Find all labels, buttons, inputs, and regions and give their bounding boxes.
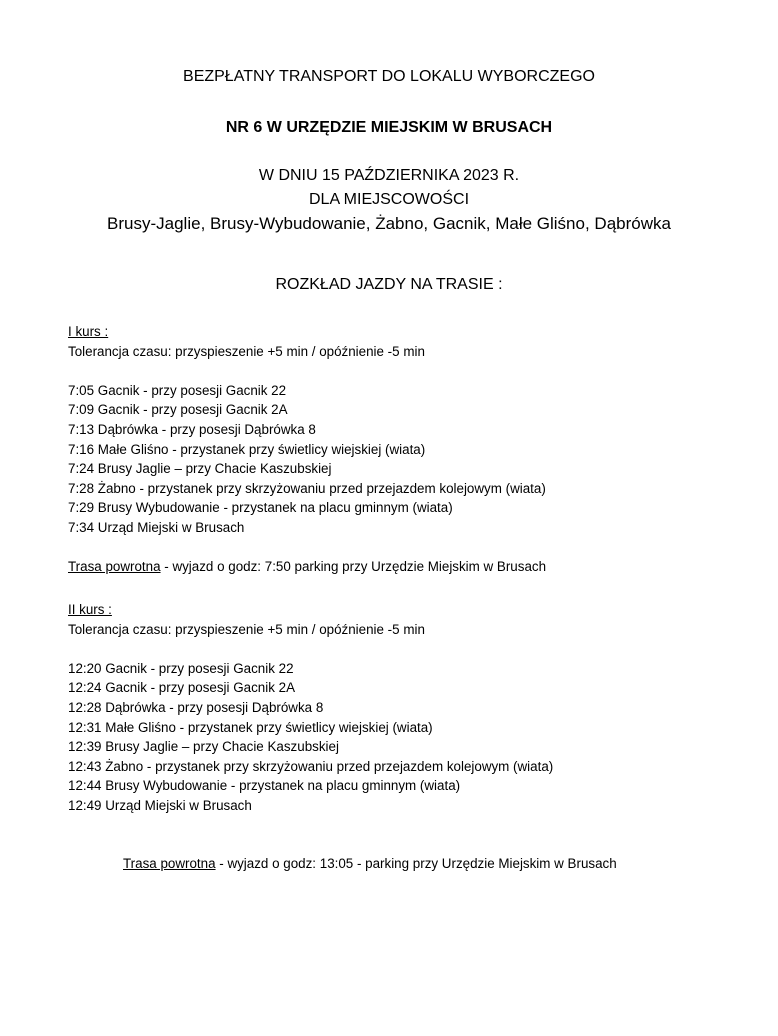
stop-item: 7:29 Brusy Wybudowanie - przystanek na placu gminnym (wiata) bbox=[68, 500, 453, 516]
doc-subtitle: NR 6 W URZĘDZIE MIEJSKIM W BRUSACH bbox=[225, 119, 553, 136]
course-2-block bbox=[68, 600, 553, 816]
return-route-text: - wyjazd o godz: 13:05 - parking przy Urzędzie Miejskim w Brusach bbox=[215, 856, 617, 871]
course-1-block bbox=[68, 322, 546, 577]
stop-item: 12:20 Gacnik - przy posesji Gacnik 22 bbox=[68, 660, 294, 676]
return-route-label: Trasa powrotna bbox=[68, 559, 161, 575]
course-2-return bbox=[123, 854, 617, 874]
stop-item: 7:05 Gacnik - przy posesji Gacnik 22 bbox=[68, 382, 287, 398]
places-list: Brusy-Jaglie, Brusy-Wybudowanie, Żabno, Gacnik, Małe Gliśno, Dąbrówka bbox=[107, 214, 671, 233]
stop-item: 12:24 Gacnik - przy posesji Gacnik 2A bbox=[68, 680, 296, 696]
spacer bbox=[68, 361, 546, 381]
stop-item: 7:09 Gacnik - przy posesji Gacnik 2A bbox=[68, 402, 288, 418]
course-2-tolerance: Tolerancja czasu: przyspieszenie +5 min / opóźnienie -5 min bbox=[68, 621, 425, 637]
stop-item: 7:24 Brusy Jaglie – przy Chacie Kaszubskiej bbox=[68, 461, 332, 477]
course-1-tolerance: Tolerancja czasu: przyspieszenie +5 min / opóźnienie -5 min bbox=[68, 343, 425, 359]
election-date: W DNIU 15 PAŹDZIERNIKA 2023 R. bbox=[258, 167, 520, 184]
course-1-label: I kurs : bbox=[68, 324, 109, 339]
stop-item: 7:34 Urząd Miejski w Brusach bbox=[68, 519, 245, 535]
schedule-title: ROZKŁAD JAZDY NA TRASIE : bbox=[275, 276, 503, 293]
stop-item: 7:16 Małe Gliśno - przystanek przy świetlicy wiejskiej (wiata) bbox=[68, 441, 426, 457]
doc-title: BEZPŁATNY TRANSPORT DO LOKALU WYBORCZEGO bbox=[183, 68, 595, 85]
stop-item: 12:39 Brusy Jaglie – przy Chacie Kaszubskiej bbox=[68, 739, 339, 755]
stop-item: 7:13 Dąbrówka - przy posesji Dąbrówka 8 bbox=[68, 421, 316, 437]
stop-item: 12:28 Dąbrówka - przy posesji Dąbrówka 8 bbox=[68, 699, 324, 715]
return-route-label: Trasa powrotna bbox=[123, 856, 216, 871]
stop-item: 12:43 Żabno - przystanek przy skrzyżowaniu przed przejazdem kolejowym (wiata) bbox=[68, 758, 554, 774]
for-places-label: DLA MIEJSCOWOŚCI bbox=[308, 191, 470, 208]
course-1-return bbox=[68, 557, 546, 577]
stop-item: 12:49 Urząd Miejski w Brusach bbox=[68, 797, 252, 813]
stop-item: 12:44 Brusy Wybudowanie - przystanek na placu gminnym (wiata) bbox=[68, 778, 461, 794]
return-route-text: - wyjazd o godz: 7:50 parking przy Urzędzie Miejskim w Brusach bbox=[160, 559, 547, 575]
course-2-label: II kurs : bbox=[68, 602, 112, 617]
stop-item: 7:28 Żabno - przystanek przy skrzyżowaniu przed przejazdem kolejowym (wiata) bbox=[68, 480, 546, 496]
stop-item: 12:31 Małe Gliśno - przystanek przy świetlicy wiejskiej (wiata) bbox=[68, 719, 433, 735]
spacer bbox=[68, 538, 546, 558]
spacer bbox=[68, 639, 553, 659]
